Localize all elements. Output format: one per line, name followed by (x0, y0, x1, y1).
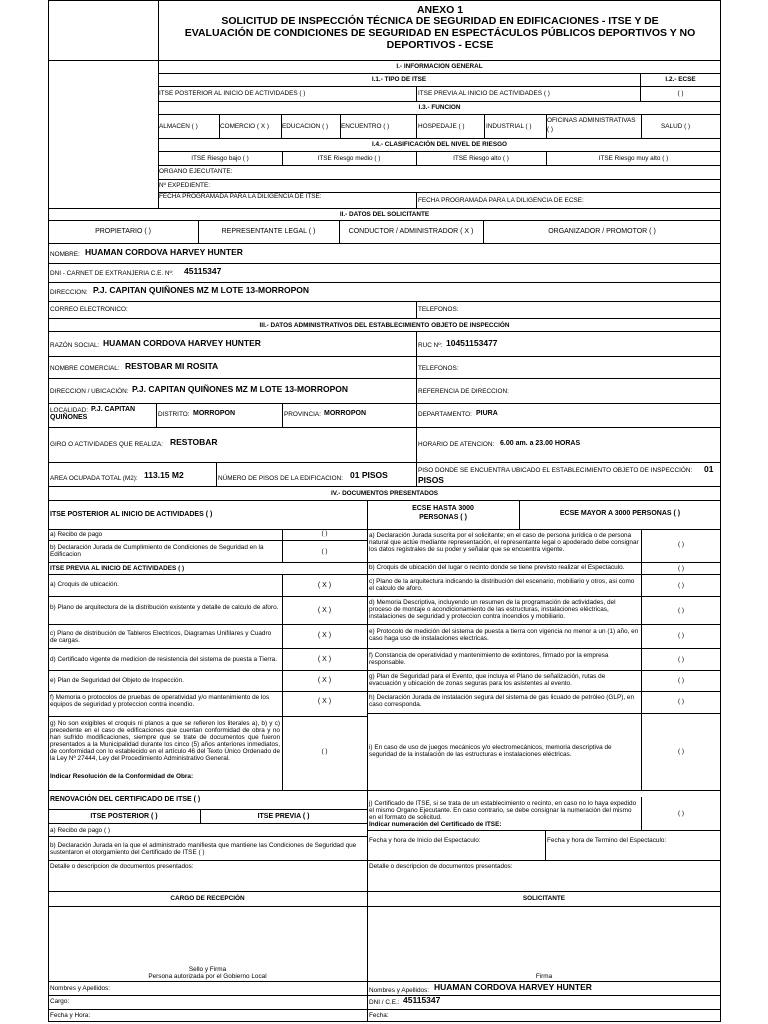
cargo-recepcion-header: CARGO DE RECEPCIÓN (170, 895, 245, 902)
cargo-label: Cargo: (50, 998, 70, 1005)
funcion-salud[interactable]: SALUD ( ) (661, 123, 691, 130)
referencia-label: REFERENCIA DE DIRECCION: (418, 388, 509, 395)
area-label: AREA OCUPADA TOTAL (M2): (50, 475, 138, 482)
solicitante-header: SOLICITANTE (522, 895, 566, 902)
piso-ubicado-value-2: PISOS (418, 475, 444, 485)
ecse-doc-glp-mark[interactable]: ( ) (677, 698, 685, 705)
razon-value: HUAMAN CORDOVA HARVEY HUNTER (103, 338, 261, 348)
provincia-label: PROVINCIA: (284, 411, 321, 418)
ecse-hasta-3000[interactable]: ECSE HASTA 3000 (412, 505, 474, 512)
tipo-itse-header: I.1.- TIPO DE ITSE (371, 76, 427, 83)
propietario-option[interactable]: PROPIETARIO ( ) (95, 228, 151, 235)
comercial-value: RESTOBAR MI ROSITA (125, 361, 219, 371)
correo-label: CORREO ELECTRONICO: (50, 306, 128, 313)
ecse-header: I.2.- ECSE (665, 76, 696, 83)
solicitante-fecha-label: Fecha: (369, 1012, 389, 1019)
section-2-title: II.- DATOS DEL SOLICITANTE (339, 211, 430, 218)
doc-plano-arquitectura: b) Plano de arquitectura de la distribución existente y detalle de calculo de aforo. (50, 604, 279, 611)
cargo-nombres-label: Nombres y Apellidos: (50, 985, 111, 992)
section-1-title: I.- INFORMACION GENERAL (396, 63, 483, 70)
riesgo-medio[interactable]: ITSE Riesgo medio ( ) (317, 155, 381, 162)
form-title-line2: EVALUACIÓN DE CONDICIONES DE SEGURIDAD EN ESPECTÁCULOS PÚBLICOS DEPORTIVOS Y NO (184, 27, 696, 39)
doc-memoria-protocolos-mark[interactable]: ( X ) (317, 698, 332, 705)
persona-autorizada: Persona autorizada por el Gobierno Local (148, 973, 267, 980)
riesgo-alto[interactable]: ITSE Riesgo alto ( ) (453, 155, 509, 162)
form-title-line3: DEPORTIVOS - ECSE (386, 39, 494, 51)
renovacion-itse[interactable]: RENOVACIÓN DEL CERTIFICADO DE ITSE ( ) (50, 796, 201, 803)
ecse-doc-juegos-mark[interactable]: ( ) (677, 748, 685, 755)
giro-label: GIRO O ACTIVIDADES QUE REALIZA: (50, 441, 163, 448)
doc-no-exigibles-mark[interactable]: ( ) (321, 748, 328, 755)
renovacion-declaracion[interactable]: b) Declaración Jurada en la que el administrado manifiesta que mantiene las Condiciones de Seguridad que sustentaron el otorgamiento del Certificado de ITSE ( ) (50, 842, 357, 857)
conductor-option[interactable]: CONDUCTOR / ADMINISTRADOR ( X ) (348, 228, 474, 235)
ecse-mayor-3000[interactable]: ECSE MAYOR A 3000 PERSONAS ( ) (559, 510, 681, 517)
ecse-doc-protocolo-mark[interactable]: ( ) (677, 632, 685, 639)
funcion-header: I.3.- FUNCION (418, 104, 461, 111)
dni-label: DNI - CARNET DE EXTRANJERIA C.E. Nº: (50, 270, 174, 277)
comercial-label: NOMBRE COMERCIAL: (50, 365, 120, 372)
doc-croquis-mark[interactable]: ( X ) (317, 582, 332, 589)
distrito-value: MORROPON (193, 410, 235, 417)
firma-solicitante: Firma (535, 973, 553, 980)
ecse-doc-certificado-mark[interactable]: ( ) (677, 810, 685, 817)
ecse-doc-croquis: b) Croquis de ubicación del lugar o recinto donde se tiene previsto realizar el Espectaculo. (369, 564, 625, 571)
direccion-value: P.J. CAPITAN QUIÑONES MZ M LOTE 13-MORROPON (93, 285, 309, 295)
numero-expediente: Nº EXPEDIENTE: (159, 182, 210, 189)
piso-ubicado-value: 01 (704, 464, 714, 474)
funcion-almacen[interactable]: ALMACEN ( ) (159, 123, 198, 130)
telefonos-label: TELEFONOS: (418, 306, 459, 313)
section-4-title: IV.- DOCUMENTOS PRESENTADOS (330, 490, 439, 497)
giro-value: RESTOBAR (170, 437, 218, 447)
distrito-label: DISTRITO: (158, 411, 190, 418)
ecse-doc-juegos: i) En caso de uso de juegos mecánicos y/o electromecánicos, memoria descriptiva de seguridad de la instalación de las estructuras e instalaciones eléctricas. (369, 744, 612, 759)
razon-label: RAZÓN SOCIAL: (50, 342, 100, 349)
fecha-termino-espectaculo: Fecha y hora de Termino del Espectaculo: (547, 837, 667, 844)
doc-declaracion: b) Declaración Jurada de Cumplimiento de Condiciones de Seguridad en la (50, 544, 264, 551)
doc-conformidad-obra: Indicar Resolución de la Conformidad de Obra: (50, 773, 194, 780)
localidad-value-2: QUIÑONES (50, 414, 88, 421)
ecse-mark[interactable]: ( ) (677, 90, 684, 97)
ruc-label: RUC Nº: (418, 342, 443, 349)
doc-plano-arquitectura-mark[interactable]: ( X ) (317, 607, 332, 614)
ecse-doc-numeracion: Indicar numeración del Certificado de ITSE: (369, 821, 502, 828)
ecse-doc-croquis-mark[interactable]: ( ) (677, 565, 685, 572)
departamento-label: DEPARTAMENTO: (418, 411, 472, 418)
ecse-doc-extintores-mark[interactable]: ( ) (677, 656, 685, 663)
doc-puesta-tierra: d) Certificado vigente de medicion de resistencia del sistema de puesta a Tierra. (50, 656, 277, 663)
ecse-doc-declaracion: a) Declaración Jurada suscrita por el solicitante; en el caso de persona jurídica o de persona natural que actúe mediante representación, el representante legal o apoderado debe consignar los datos registrales de su poder y señalar que se encuentra vigente. (369, 532, 639, 554)
riesgo-bajo[interactable]: ITSE Riesgo bajo ( ) (191, 155, 249, 162)
direccion-label: DIRECCION: (50, 289, 88, 296)
riesgo-muy-alto[interactable]: ITSE Riesgo muy alto ( ) (598, 155, 669, 162)
renovacion-detalle: Detalle o descripcion de documentos presentados: (50, 863, 194, 870)
doc-no-exigibles: g) No son exigibles el croquis ni planos a que se refieren los literales a), b) y c) precedente en el caso de edificaciones que cuentan conformidad de obra y no han sufrido modificaciones, siempre que se trate de documentos que fueron presentados a la Municipalidad durante los cinco (5) años anteriores inmediatos, de conformidad con lo establecido en el artículo 46 del Texto Único Ordenado de la Ley Nº 27444, Ley del Procedimiento Administrativo General. (50, 720, 280, 763)
funcion-oficinas-mark[interactable]: ( ) (547, 126, 554, 133)
doc-declaracion-2: Edificacion (50, 551, 81, 558)
horario-value: 6.00 am. a 23.00 HORAS (500, 440, 581, 447)
ecse-doc-plano: c) Plano de la arquitectura indicando la distribución del escenario, mobiliario y otros, asi como el calculo de aforo. (369, 578, 635, 593)
itse-posterior-option[interactable]: ITSE POSTERIOR AL INICIO DE ACTIVIDADES ( ) (159, 90, 306, 97)
fecha-inicio-espectaculo: Fecha y hora de Inicio del Espectaculo: (369, 837, 481, 844)
doc-tableros-mark[interactable]: ( X ) (317, 632, 332, 639)
ecse-doc-certificado: j) Certificado de ITSE, si se trata de un establecimiento o recinto, en caso no lo haya expedido el mismo Organo Ejecutante. En caso contrario, se debe consignar la numeración del mismo en el formato de solicitud. (369, 800, 637, 822)
organo-ejecutante: ORGANO EJECUTANTE: (159, 168, 233, 175)
pisos-value: 01 PISOS (350, 470, 388, 480)
solicitante-dni-value: 45115347 (403, 995, 441, 1005)
departamento-value: PIURA (476, 410, 498, 417)
horario-label: HORARIO DE ATENCION: (418, 441, 495, 448)
anexo-label: ANEXO 1 (416, 4, 464, 16)
itse-previa-option[interactable]: ITSE PREVIA AL INICIO DE ACTIVIDADES ( ) (418, 90, 550, 97)
itse-previa-docs[interactable]: ITSE PREVIA AL INICIO DE ACTIVIDADES ( ) (50, 565, 185, 572)
itse-posterior-docs[interactable]: ITSE POSTERIOR AL INICIO DE ACTIVIDADES ( ) (50, 511, 213, 518)
organizador-option[interactable]: ORGANIZADOR / PROMOTOR ( ) (548, 228, 656, 235)
ubicacion-label: DIRECCION / UBICACIÓN: (50, 388, 129, 395)
funcion-educacion[interactable]: EDUCACION ( ) (282, 123, 329, 130)
funcion-industrial[interactable]: INDUSTRIAL ( ) (486, 123, 532, 130)
ecse-doc-extintores: f) Constancia de operatividad y mantenimiento de extintores, firmado por la empresa responsable. (369, 652, 609, 667)
doc-declaracion-mark[interactable]: ( ) (321, 548, 328, 555)
nombre-value: HUAMAN CORDOVA HARVEY HUNTER (85, 247, 243, 257)
ecse-doc-memoria: d) Memoria Descriptiva, incluyendo un resumen de la programación de actividades, del proceso de montaje o acondicionamiento de las estructuras, instalaciones eléctricas, instalaciones de seguridad y proteccion contra incendios y mobiliario. (369, 599, 616, 621)
doc-plan-seguridad: e) Plan de Seguridad del Objeto de Inspección. (50, 677, 184, 684)
renovacion-itse-previa[interactable]: ITSE PREVIA ( ) (257, 813, 310, 820)
ecse-doc-memoria-mark[interactable]: ( ) (677, 607, 685, 614)
renovacion-itse-posterior[interactable]: ITSE POSTERIOR ( ) (90, 813, 158, 820)
solicitante-dni-label: DNI / C.E.: (369, 999, 400, 1006)
solicitante-nombres-label: Nombres y Apellidos: (369, 987, 430, 994)
solicitante-nombre-value: HUAMAN CORDOVA HARVEY HUNTER (434, 982, 592, 992)
dni-value: 45115347 (184, 266, 222, 276)
funcion-hospedaje[interactable]: HOSPEDAJE ( ) (418, 123, 465, 130)
localidad-value: P.J. CAPITAN (91, 406, 136, 413)
funcion-comercio[interactable]: COMERCIO ( X ) (220, 123, 269, 130)
provincia-value: MORROPON (324, 410, 366, 417)
piso-ubicado-label: PISO DONDE SE ENCUENTRA UBICADO EL ESTABLECIMIENTO OBJETO DE INSPECCIÓN: (418, 467, 693, 474)
sello-firma: Sello y Firma (188, 966, 227, 973)
doc-recibo: a) Recibo de pago (50, 531, 103, 538)
doc-croquis: a) Croquis de ubicación. (50, 581, 119, 588)
telefonos-label-2: TELEFONOS: (418, 365, 459, 372)
doc-puesta-tierra-mark[interactable]: ( X ) (317, 656, 332, 663)
ecse-doc-plan-seguridad: g) Plan de Seguridad para el Evento, que incluya el Plano de señalización, rutas de evacuación y ubicación de zonas seguras para los asistentes al evento. (369, 673, 606, 688)
localidad-label: LOCALIDAD: (50, 407, 89, 414)
ecse-doc-glp: h) Declaración Jurada de instalación segura del sistema de gas licuado de petróleo (GLP), en caso corresponda. (369, 694, 635, 709)
pisos-label: NÚMERO DE PISOS DE LA EDIFICACION: (218, 475, 343, 482)
doc-memoria-protocolos: f) Memoria o protocolos de pruebas de operatividad y/o mantenimiento de los equipos de seguridad y proteccion contra incendio. (50, 694, 270, 709)
doc-plan-seguridad-mark[interactable]: ( X ) (317, 677, 332, 684)
cargo-fecha-label: Fecha y Hora: (50, 1012, 91, 1019)
form-title-line1: SOLICITUD DE INSPECCIÓN TÉCNICA DE SEGURIDAD EN EDIFICACIONES - ITSE Y DE (221, 15, 659, 27)
representante-option[interactable]: REPRESENTANTE LEGAL ( ) (221, 228, 316, 235)
fecha-itse: FECHA PROGRAMADA PARA LA DILIGENCIA DE ITSE: (159, 193, 322, 200)
funcion-encuentro[interactable]: ENCUENTRO ( ) (341, 123, 390, 130)
ecse-doc-plan-seguridad-mark[interactable]: ( ) (677, 677, 685, 684)
doc-tableros: c) Plano de distribución de Tableros Electricos, Diagramas Unifilares y Cuadro de cargas. (50, 630, 272, 645)
nombre-label: NOMBRE: (50, 251, 80, 258)
doc-recibo-mark[interactable]: ( ) (321, 530, 328, 537)
ecse-hasta-3000-line2[interactable]: PERSONAS ( ) (419, 514, 467, 521)
fecha-ecse: FECHA PROGRAMADA PARA LA DILIGENCIA DE ECSE: (418, 197, 584, 204)
ecse-doc-protocolo: e) Protocolo de medición del sistema de puesta a tierra con vigencia no menor a un (1) año, en caso haga uso de instalaciones electricas. (369, 628, 639, 643)
section-3-title: III.- DATOS ADMINISTRATIVOS DEL ESTABLECIMIENTO OBJETO DE INSPECCIÓN (259, 322, 510, 329)
ecse-doc-declaracion-mark[interactable]: ( ) (677, 541, 685, 548)
ruc-value: 10451153477 (446, 338, 498, 348)
renovacion-recibo[interactable]: a) Recibo de pago ( ) (50, 827, 111, 834)
area-value: 113.15 M2 (144, 470, 184, 480)
ecse-detalle: Detalle o descripcion de documentos presentados: (369, 863, 513, 870)
funcion-oficinas[interactable]: OFICINAS ADMINISTRATIVAS (547, 117, 636, 124)
ubicacion-value: P.J. CAPITAN QUIÑONES MZ M LOTE 13-MORROPON (132, 384, 348, 394)
riesgo-header: I.4.- CLASIFICACIÓN DEL NIVEL DE RIESGO (371, 141, 508, 148)
ecse-doc-plano-mark[interactable]: ( ) (677, 582, 685, 589)
